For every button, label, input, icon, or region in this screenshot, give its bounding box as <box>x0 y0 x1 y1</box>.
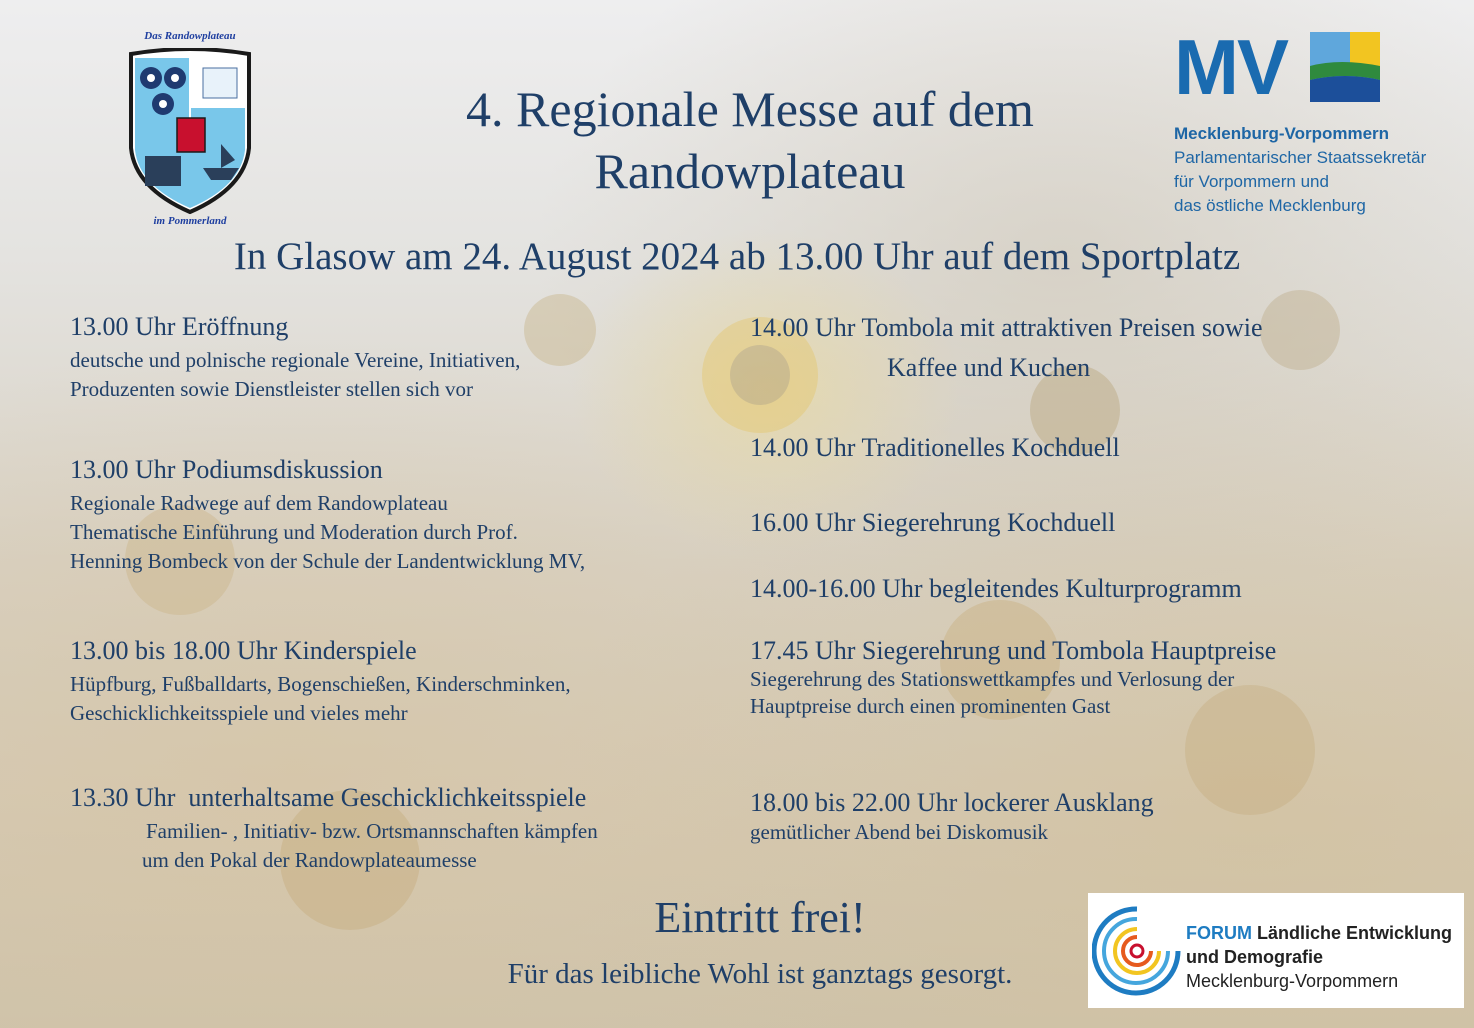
program-item-tombola <box>750 313 1450 383</box>
program-item-skill-games <box>70 783 750 875</box>
program-item-main-prizes <box>750 636 1460 720</box>
forum-word: FORUM <box>1186 923 1252 943</box>
mv-region-line-2: das östliche Mecklenburg <box>1174 196 1366 215</box>
mv-logo <box>1170 23 1470 218</box>
catering-note: Für das leibliche Wohl ist ganztags gesorgt. <box>507 958 1013 990</box>
randowplateau-crest <box>115 30 265 230</box>
program-item-cookoff-awards <box>750 508 1450 538</box>
program-line: deutsche und polnische regionale Vereine, Initiativen, <box>70 348 521 372</box>
program-heading: 13.30 Uhr unterhaltsame Geschicklichkeitsspiele <box>70 783 587 812</box>
forum-line-2: und Demografie <box>1186 947 1324 967</box>
program-item-cookoff <box>750 433 1450 463</box>
program-line: Henning Bombeck von der Schule der Landentwicklung MV, <box>70 549 586 573</box>
forum-line-3: Mecklenburg-Vorpommern <box>1186 971 1399 991</box>
forum-logo <box>1088 893 1464 1008</box>
event-title <box>360 78 1140 202</box>
program-heading: 13.00 bis 18.00 Uhr Kinderspiele <box>70 636 417 665</box>
program-item-closing <box>750 788 1450 847</box>
forum-line-1: Ländliche Entwicklung <box>1252 923 1453 943</box>
program-line: Siegerehrung des Stationswettkampfes und Verlosung der <box>750 667 1235 691</box>
program-line: um den Pokal der Randowplateaumesse <box>142 848 477 872</box>
event-date-location: In Glasow am 24. August 2024 ab 13.00 Uhr auf dem Sportplatz <box>233 235 1241 278</box>
mv-letters: MV <box>1174 23 1287 111</box>
mv-office-line: Parlamentarischer Staatssekretär <box>1174 148 1427 167</box>
program-heading: 16.00 Uhr Siegerehrung Kochduell <box>750 508 1116 537</box>
crest-top-text: Das Randowplateau <box>144 30 236 42</box>
program-heading: 14.00 Uhr Traditionelles Kochduell <box>750 433 1120 462</box>
forum-text <box>1186 921 1452 993</box>
program-item-culture <box>750 574 1450 604</box>
mv-landscape-icon <box>1310 32 1380 102</box>
program-line: Hauptpreise durch einen prominenten Gast <box>750 694 1111 718</box>
program-heading: 13.00 Uhr Eröffnung <box>70 312 289 341</box>
program-line: Regionale Radwege auf dem Randowplateau <box>70 491 448 515</box>
crest-bottom-text: im Pommerland <box>153 215 227 227</box>
forum-spiral-icon <box>1092 901 1182 1001</box>
program-line: Thematische Einführung und Moderation durch Prof. <box>70 520 518 544</box>
mv-ministry-text <box>1174 122 1426 218</box>
program-heading: 18.00 bis 22.00 Uhr lockerer Ausklang <box>750 788 1154 817</box>
program-line: gemütlicher Abend bei Diskomusik <box>750 820 1049 844</box>
program-line: Familien- , Initiativ- bzw. Ortsmannschaften kämpfen <box>146 819 598 843</box>
title-line-2: Randowplateau <box>594 143 906 199</box>
admission-free: Eintritt frei! <box>654 893 866 942</box>
program-heading: 17.45 Uhr Siegerehrung und Tombola Hauptpreise <box>750 636 1277 665</box>
program-item-kids <box>70 636 750 728</box>
title-line-1: 4. Regionale Messe auf dem <box>466 81 1034 137</box>
crest-shield-icon <box>123 48 257 216</box>
program-heading: 14.00-16.00 Uhr begleitendes Kulturprogramm <box>750 574 1242 603</box>
program-heading: 14.00 Uhr Tombola mit attraktiven Preisen sowie <box>750 313 1263 342</box>
program-line: Produzenten sowie Dienstleister stellen sich vor <box>70 377 473 401</box>
program-heading: 13.00 Uhr Podiumsdiskussion <box>70 455 383 484</box>
program-item-panel <box>70 455 750 576</box>
program-line: Hüpfburg, Fußballdarts, Bogenschießen, Kinderschminken, <box>70 672 571 696</box>
mv-region-line-1: für Vorpommern und <box>1174 172 1329 191</box>
mv-state-name: Mecklenburg-Vorpommern <box>1174 124 1390 143</box>
program-item-opening <box>70 312 730 404</box>
program-line: Kaffee und Kuchen <box>887 353 1091 382</box>
program-line: Geschicklichkeitsspiele und vieles mehr <box>70 701 408 725</box>
